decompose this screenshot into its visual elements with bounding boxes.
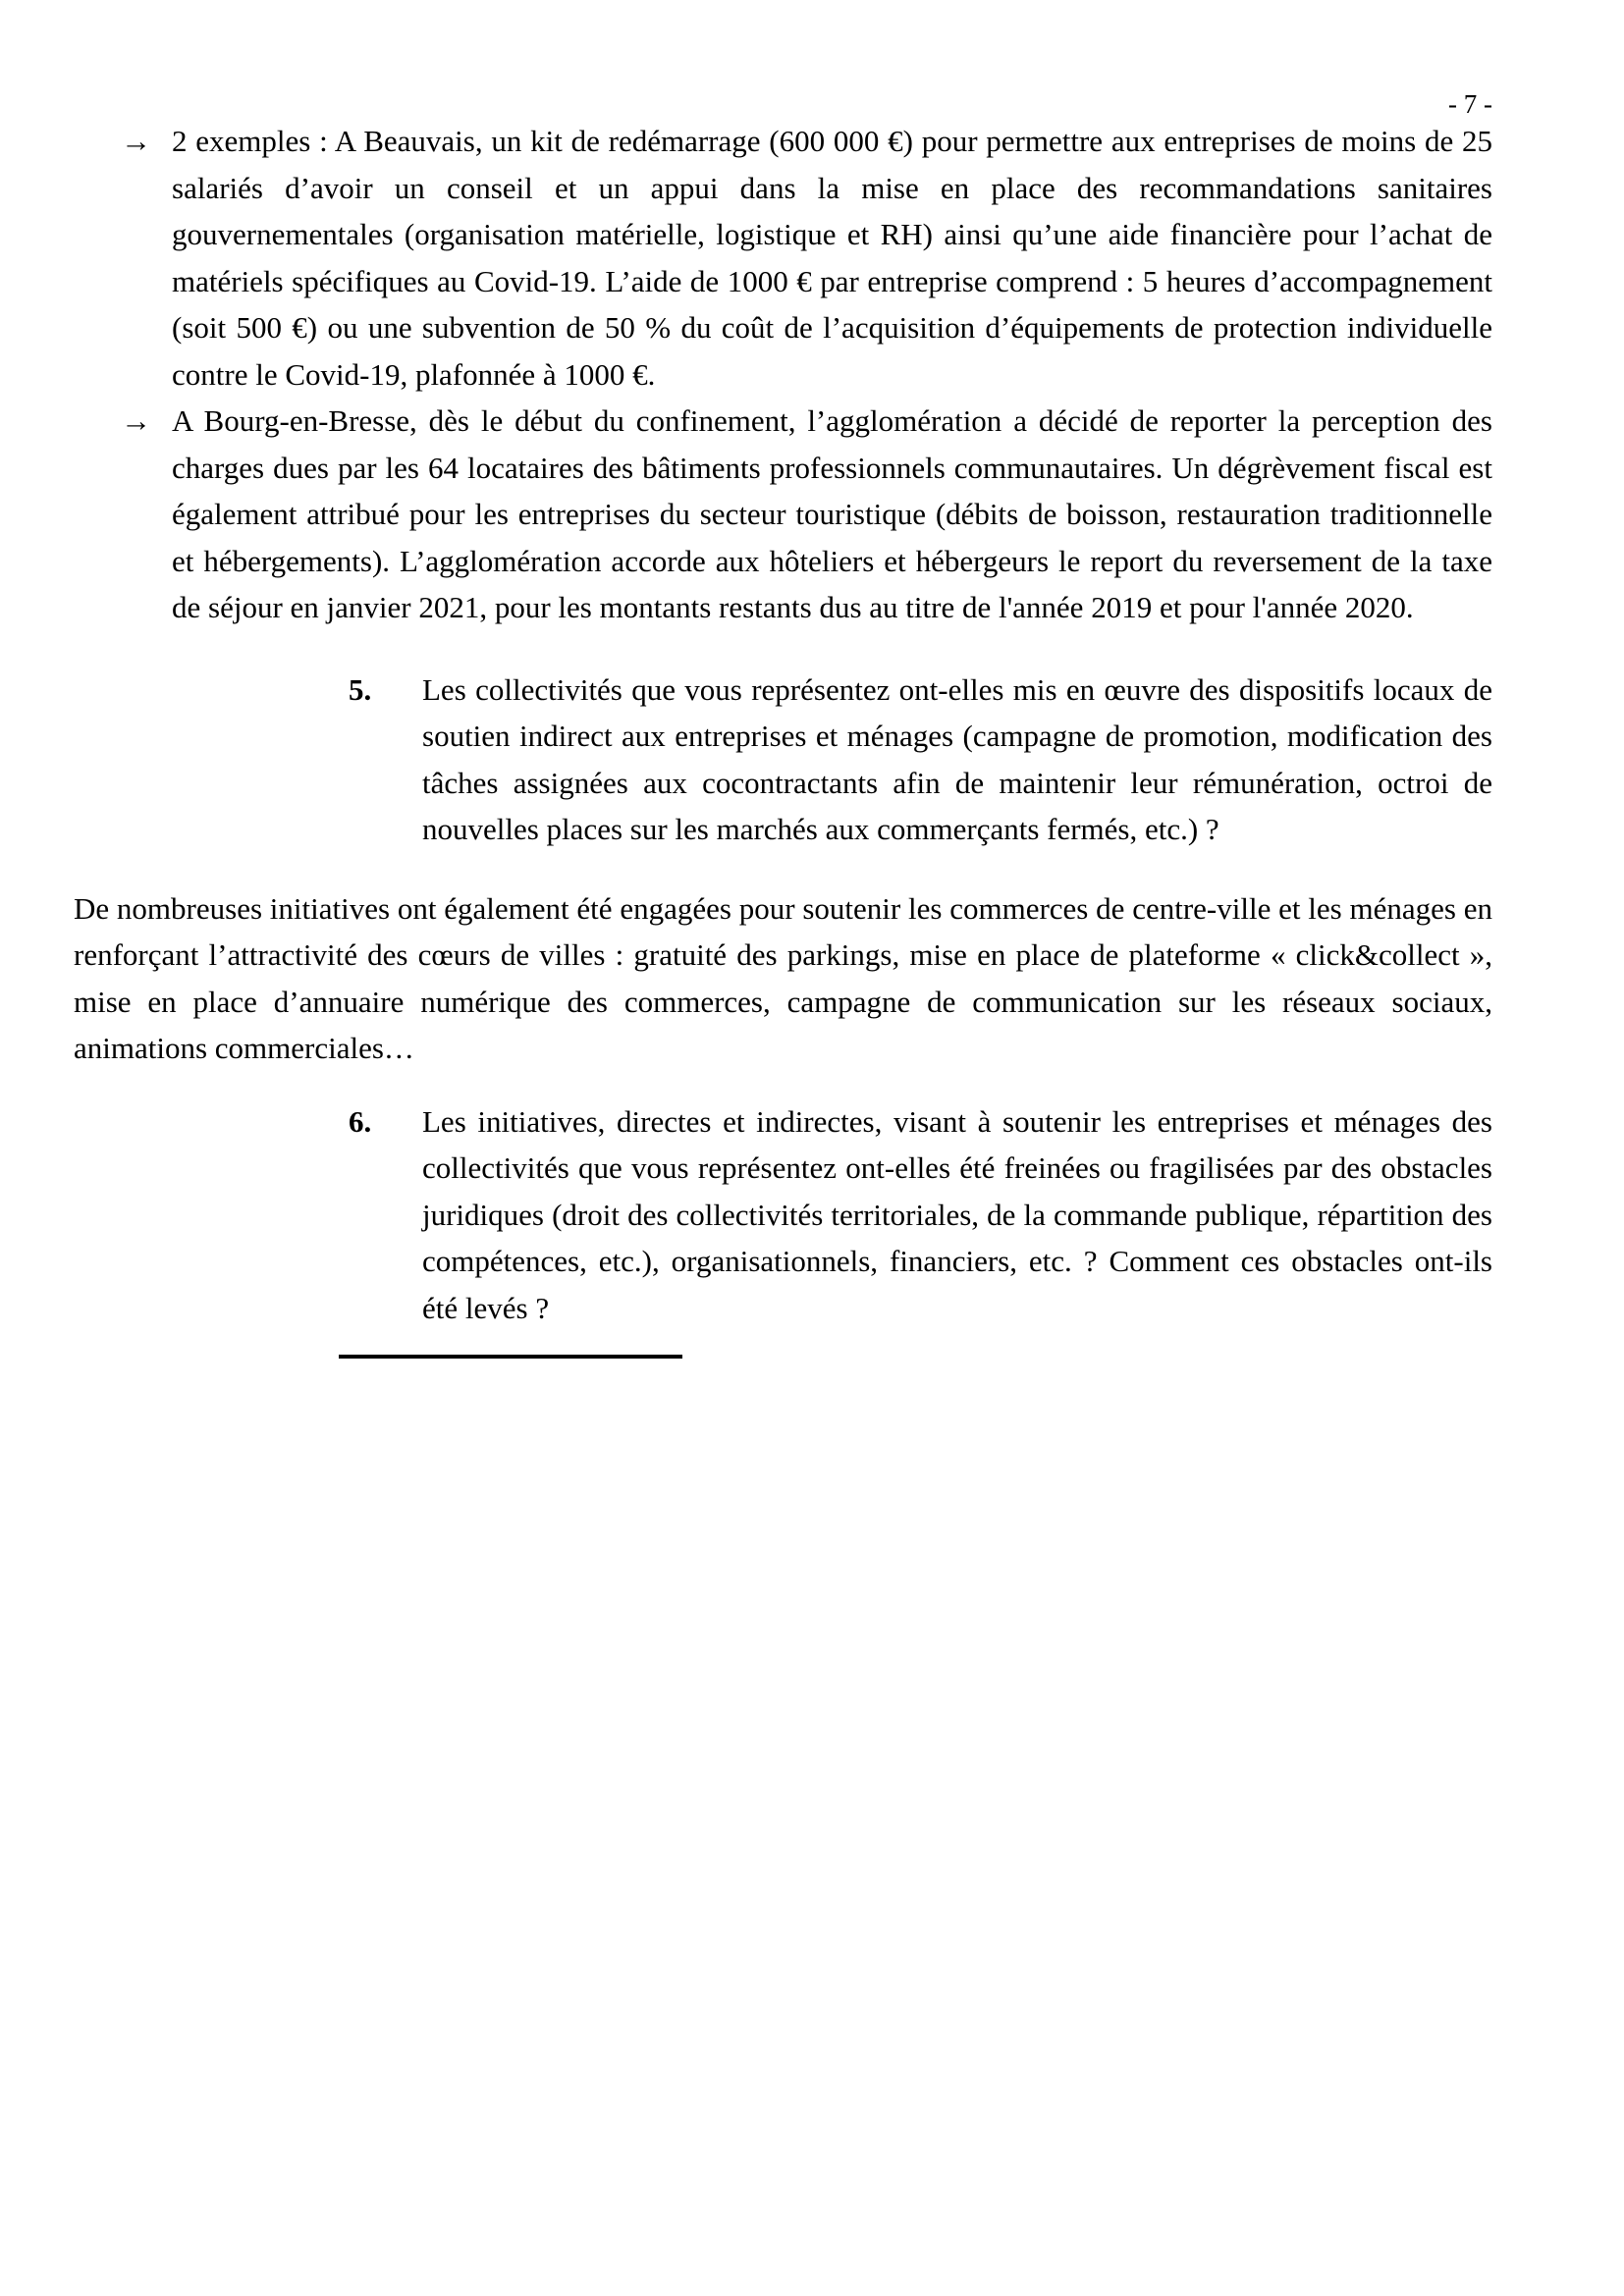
bullet-item-beauvais [74, 118, 1492, 398]
question-item-5 [74, 667, 1492, 853]
question-item-6 [74, 1098, 1492, 1332]
page-number: - 7 - [1448, 89, 1492, 119]
question-number-5: 5. [349, 671, 372, 707]
footnote-separator-line [339, 1355, 682, 1359]
question-text-5: Les collectivités que vous représentez ont-elles mis en œuvre des dispositifs locaux de soutien indirect aux entreprises et ménages (campagne de promotion, modification des tâches assignées aux cocontractants afin de maintenir leur rémunération, octroi de nouvelles places sur les marchés aux commerçants fermés, etc.) ? [422, 671, 1492, 846]
question-text-6: Les initiatives, directes et indirectes, visant à soutenir les entreprises et ménages des collectivités que vous représentez ont-elles été freinées ou fragilisées par des obstacles juridiques (droit des collectivités territoriales, de la commande publique, répartition des compétences, etc.), organisationnels, financiers, etc. ? Comment ces obstacles ont-ils été levés ? [422, 1103, 1492, 1325]
arrow-bullet-icon: → [121, 403, 151, 438]
bullet-text-bourg-en-bresse: A Bourg-en-Bresse, dès le début du confinement, l’agglomération a décidé de reporter la perception des charges dues par les 64 locataires des bâtiments professionnels communautaires. Un dégrèvement fiscal est également attribué pour les entreprises du secteur touristique (débits de boisson, restauration traditionnelle et hébergements). L’agglomération accorde aux hôteliers et hébergeurs le report du reversement de la taxe de séjour en janvier 2021, pour les montants restants dus au titre de l'année 2019 et pour l'année 2020. [172, 403, 1492, 624]
bullet-text-beauvais: 2 exemples : A Beauvais, un kit de redémarrage (600 000 €) pour permettre aux entreprises de moins de 25 salariés d’avoir un conseil et un appui dans la mise en place des recommandations sanitaires gouvernementales (organisation matérielle, logistique et RH) ainsi qu’une aide financière pour l’achat de matériels spécifiques au Covid-19. L’aide de 1000 € par entreprise comprend : 5 heures d’accompagnement (soit 500 €) ou une subvention de 50 % du coût de l’acquisition d’équipements de protection individuelle contre le Covid-19, plafonnée à 1000 €. [172, 124, 1492, 392]
paragraph-initiatives-locales: De nombreuses initiatives ont également été engagées pour soutenir les commerces de centre-ville et les ménages en renforçant l’attractivité des cœurs de villes : gratuité des parkings, mise en place de plateforme « click&collect », mise en place d’annuaire numérique des commerces, campagne de communication sur les réseaux sociaux, animations commerciales… [74, 890, 1492, 1065]
question-number-6: 6. [349, 1103, 372, 1139]
page-content [74, 118, 1492, 1359]
arrow-bullet-icon: → [121, 124, 151, 158]
bullet-item-bourg-en-bresse [74, 398, 1492, 631]
